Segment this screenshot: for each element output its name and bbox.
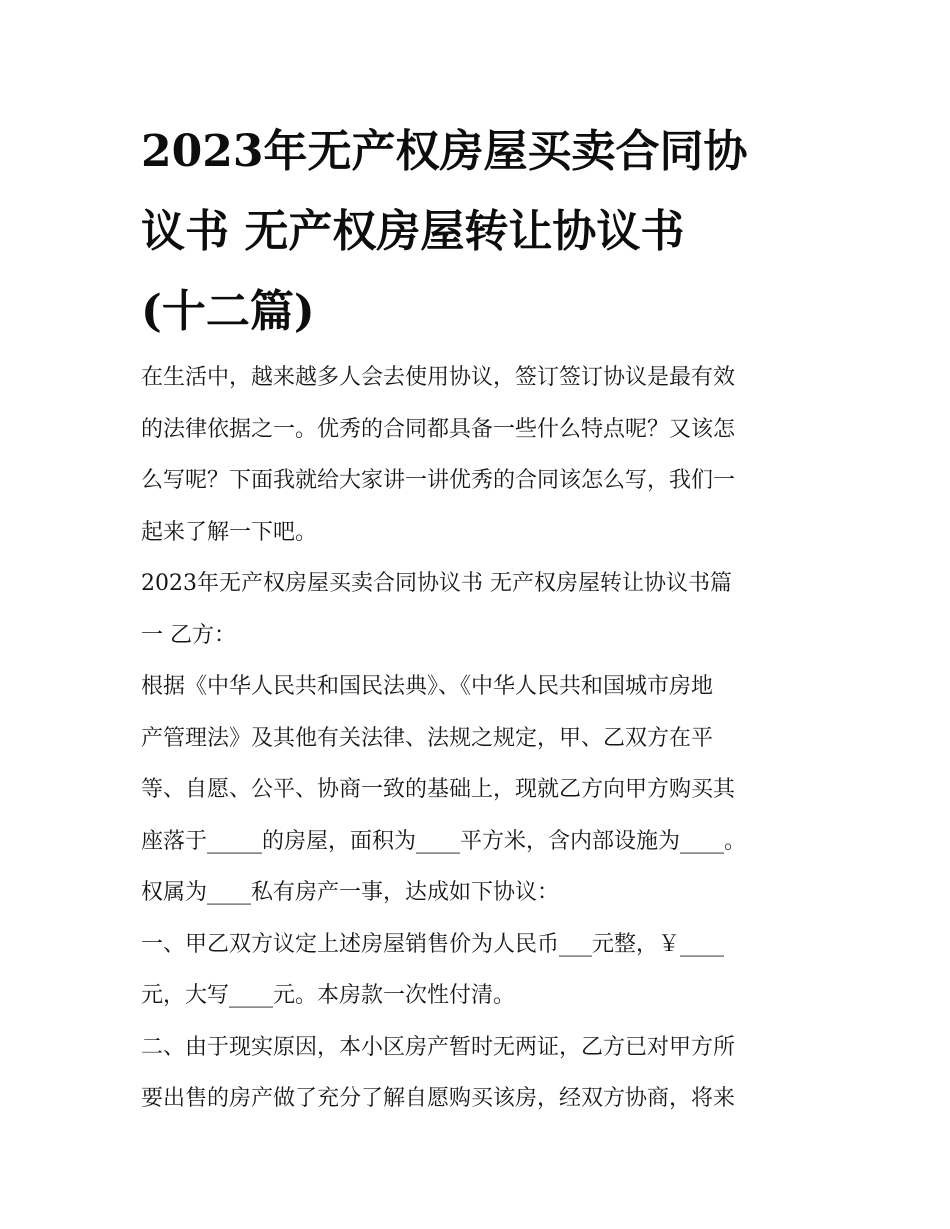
body-line: 在生活中，越来越多人会去使用协议，签订签订协议是最有效 xyxy=(141,365,736,390)
document-body xyxy=(141,352,831,1125)
body-line: 一、甲乙双方议定上述房屋销售价为人民币___元整，￥____ xyxy=(141,931,725,957)
body-line: 元，大写____元。本房款一次性付清。 xyxy=(141,983,516,1008)
body-line: 座落于_____的房屋，面积为____平方米，含内部设施为____。 xyxy=(141,828,747,854)
title-line: (十二篇) xyxy=(141,286,315,337)
body-line: 等、自愿、公平、协商一致的基础上，现就乙方向甲方购买其 xyxy=(141,777,736,802)
body-line: 一 乙方： xyxy=(141,622,236,648)
body-line: 权属为____私有房产一事，达成如下协议： xyxy=(141,880,560,905)
body-line: 要出售的房产做了充分了解自愿购买该房，经双方协商，将来 xyxy=(141,1086,736,1111)
body-line: 么写呢？下面我就给大家讲一讲优秀的合同该怎么写，我们一 xyxy=(141,468,736,493)
document-title xyxy=(141,112,821,352)
body-line: 产管理法》及其他有关法律、法规之规定，甲、乙双方在平 xyxy=(141,725,714,751)
title-line: 2023年无产权房屋买卖合同协 xyxy=(141,126,748,177)
body-line: 起来了解一下吧。 xyxy=(141,519,318,545)
title-line: 议书 无产权房屋转让协议书 xyxy=(141,206,685,257)
body-line: 2023年无产权房屋买卖合同协议书 无产权房屋转让协议书篇 xyxy=(141,571,732,596)
body-line: 的法律依据之一。优秀的合同都具备一些什么特点呢？又该怎 xyxy=(141,416,736,442)
body-line: 二、由于现实原因，本小区房产暂时无两证，乙方已对甲方所 xyxy=(141,1034,736,1060)
body-line: 根据《中华人民共和国民法典》、《中华人民共和国城市房地 xyxy=(141,674,714,699)
